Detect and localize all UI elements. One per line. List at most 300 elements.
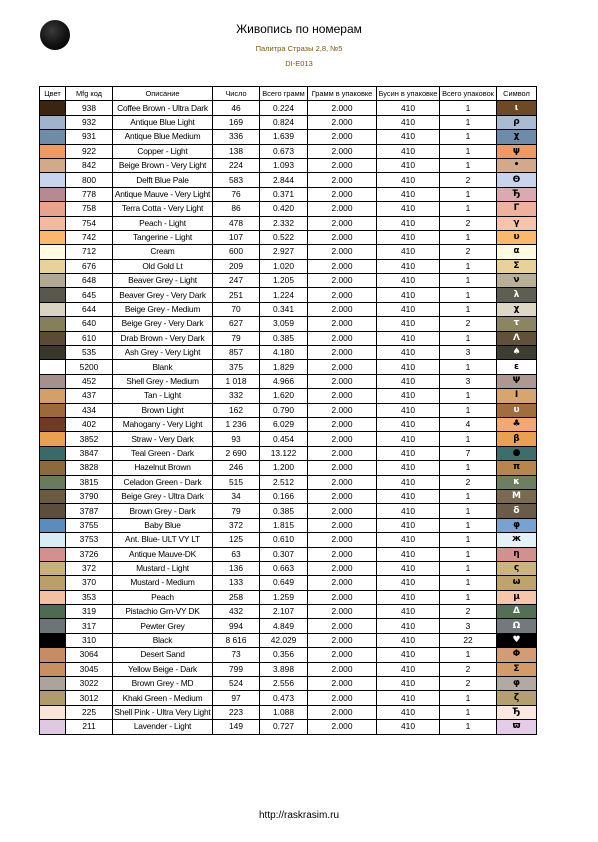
cell-grams-per-pack: 2.000 xyxy=(308,130,377,144)
cell-beads-per-pack: 410 xyxy=(377,259,440,273)
table-row xyxy=(40,720,537,734)
cell-total-grams: 2.107 xyxy=(260,605,308,619)
cell-count: 79 xyxy=(213,331,260,345)
cell-total-grams: 0.649 xyxy=(260,576,308,590)
cell-total-grams: 2.332 xyxy=(260,216,308,230)
cell-beads-per-pack: 410 xyxy=(377,677,440,691)
color-swatch xyxy=(40,130,66,144)
symbol-icon: ν xyxy=(497,274,537,288)
cell-beads-per-pack: 410 xyxy=(377,533,440,547)
cell-grams-per-pack: 2.000 xyxy=(308,691,377,705)
color-swatch xyxy=(40,288,66,302)
cell-mfg-code: 3847 xyxy=(66,446,113,460)
cell-total-grams: 1.259 xyxy=(260,590,308,604)
cell-grams-per-pack: 2.000 xyxy=(308,101,377,115)
cell-total-grams: 0.824 xyxy=(260,115,308,129)
cell-beads-per-pack: 410 xyxy=(377,662,440,676)
symbol-icon: Θ xyxy=(497,173,537,187)
cell-grams-per-pack: 2.000 xyxy=(308,590,377,604)
cell-count: 107 xyxy=(213,230,260,244)
cell-grams-per-pack: 2.000 xyxy=(308,720,377,734)
cell-total-grams: 1.224 xyxy=(260,288,308,302)
cell-total-grams: 0.385 xyxy=(260,331,308,345)
cell-total-grams: 1.620 xyxy=(260,389,308,403)
cell-grams-per-pack: 2.000 xyxy=(308,302,377,316)
cell-description: Shell Grey - Medium xyxy=(113,374,213,388)
table-row xyxy=(40,389,537,403)
cell-description: Shell Pink - Ultra Very Light xyxy=(113,705,213,719)
cell-count: 138 xyxy=(213,144,260,158)
cell-grams-per-pack: 2.000 xyxy=(308,417,377,431)
table-row xyxy=(40,691,537,705)
cell-total-grams: 0.473 xyxy=(260,691,308,705)
cell-mfg-code: 317 xyxy=(66,619,113,633)
cell-description: Peach xyxy=(113,590,213,604)
cell-count: 799 xyxy=(213,662,260,676)
cell-grams-per-pack: 2.000 xyxy=(308,403,377,417)
table-row xyxy=(40,475,537,489)
cell-description: Old Gold Lt xyxy=(113,259,213,273)
cell-mfg-code: 610 xyxy=(66,331,113,345)
table-header-row xyxy=(40,87,537,101)
symbol-icon: π xyxy=(497,461,537,475)
color-swatch xyxy=(40,230,66,244)
cell-mfg-code: 372 xyxy=(66,561,113,575)
cell-beads-per-pack: 410 xyxy=(377,158,440,172)
cell-beads-per-pack: 410 xyxy=(377,518,440,532)
cell-beads-per-pack: 410 xyxy=(377,504,440,518)
cell-description: Pewter Grey xyxy=(113,619,213,633)
cell-beads-per-pack: 410 xyxy=(377,561,440,575)
cell-count: 63 xyxy=(213,547,260,561)
table-row xyxy=(40,317,537,331)
cell-mfg-code: 353 xyxy=(66,590,113,604)
cell-beads-per-pack: 410 xyxy=(377,187,440,201)
cell-mfg-code: 645 xyxy=(66,288,113,302)
color-swatch xyxy=(40,475,66,489)
cell-total-packs: 1 xyxy=(440,561,497,575)
cell-total-grams: 3.898 xyxy=(260,662,308,676)
cell-total-packs: 1 xyxy=(440,504,497,518)
cell-mfg-code: 676 xyxy=(66,259,113,273)
cell-mfg-code: 800 xyxy=(66,173,113,187)
symbol-icon: ς xyxy=(497,561,537,575)
color-palette-table xyxy=(39,86,537,735)
symbol-icon: Ω xyxy=(497,619,537,633)
table-row xyxy=(40,130,537,144)
table-row xyxy=(40,158,537,172)
cell-total-packs: 1 xyxy=(440,389,497,403)
cell-description: Antique Mauve-DK xyxy=(113,547,213,561)
symbol-icon: ♣ xyxy=(497,417,537,431)
symbol-icon: υ xyxy=(497,230,537,244)
cell-total-packs: 1 xyxy=(440,403,497,417)
table-row xyxy=(40,346,537,360)
color-swatch xyxy=(40,691,66,705)
cell-description: Blank xyxy=(113,360,213,374)
cell-description: Straw - Very Dark xyxy=(113,432,213,446)
cell-beads-per-pack: 410 xyxy=(377,633,440,647)
table-row xyxy=(40,360,537,374)
table-row xyxy=(40,216,537,230)
cell-total-packs: 2 xyxy=(440,677,497,691)
table-row xyxy=(40,561,537,575)
cell-mfg-code: 452 xyxy=(66,374,113,388)
cell-count: 1 018 xyxy=(213,374,260,388)
cell-beads-per-pack: 410 xyxy=(377,705,440,719)
cell-beads-per-pack: 410 xyxy=(377,691,440,705)
cell-mfg-code: 310 xyxy=(66,633,113,647)
cell-beads-per-pack: 410 xyxy=(377,547,440,561)
cell-total-grams: 0.341 xyxy=(260,302,308,316)
cell-count: 209 xyxy=(213,259,260,273)
color-swatch xyxy=(40,605,66,619)
symbol-icon: η xyxy=(497,547,537,561)
cell-total-packs: 1 xyxy=(440,274,497,288)
table-row xyxy=(40,504,537,518)
table-row xyxy=(40,144,537,158)
cell-total-grams: 0.356 xyxy=(260,648,308,662)
cell-count: 73 xyxy=(213,648,260,662)
cell-description: Beige Grey - Medium xyxy=(113,302,213,316)
symbol-icon: λ xyxy=(497,288,537,302)
cell-beads-per-pack: 410 xyxy=(377,274,440,288)
cell-count: 125 xyxy=(213,533,260,547)
symbol-icon: ρ xyxy=(497,115,537,129)
cell-total-packs: 1 xyxy=(440,288,497,302)
table-row xyxy=(40,619,537,633)
cell-grams-per-pack: 2.000 xyxy=(308,274,377,288)
color-swatch xyxy=(40,302,66,316)
cell-mfg-code: 434 xyxy=(66,403,113,417)
cell-count: 2 690 xyxy=(213,446,260,460)
header-description: Описание xyxy=(113,87,213,101)
header-total-grams: Всего грамм xyxy=(260,87,308,101)
table-row xyxy=(40,489,537,503)
table-row xyxy=(40,374,537,388)
color-swatch xyxy=(40,346,66,360)
cell-beads-per-pack: 410 xyxy=(377,417,440,431)
cell-mfg-code: 3045 xyxy=(66,662,113,676)
cell-mfg-code: 938 xyxy=(66,101,113,115)
cell-total-packs: 1 xyxy=(440,705,497,719)
cell-count: 149 xyxy=(213,720,260,734)
cell-grams-per-pack: 2.000 xyxy=(308,648,377,662)
cell-beads-per-pack: 410 xyxy=(377,317,440,331)
cell-total-packs: 1 xyxy=(440,144,497,158)
cell-mfg-code: 211 xyxy=(66,720,113,734)
cell-beads-per-pack: 410 xyxy=(377,216,440,230)
cell-count: 372 xyxy=(213,518,260,532)
header-color: Цвет xyxy=(40,87,66,101)
table-row xyxy=(40,403,537,417)
cell-mfg-code: 3064 xyxy=(66,648,113,662)
cell-mfg-code: 3852 xyxy=(66,432,113,446)
cell-total-packs: 1 xyxy=(440,259,497,273)
cell-total-grams: 0.307 xyxy=(260,547,308,561)
table-row xyxy=(40,533,537,547)
cell-description: Ash Grey - Very Light xyxy=(113,346,213,360)
cell-total-packs: 1 xyxy=(440,302,497,316)
cell-count: 332 xyxy=(213,389,260,403)
cell-count: 627 xyxy=(213,317,260,331)
cell-grams-per-pack: 2.000 xyxy=(308,216,377,230)
cell-grams-per-pack: 2.000 xyxy=(308,115,377,129)
cell-mfg-code: 712 xyxy=(66,245,113,259)
table-row xyxy=(40,518,537,532)
symbol-icon: ι xyxy=(497,101,537,115)
cell-count: 133 xyxy=(213,576,260,590)
symbol-icon: δ xyxy=(497,504,537,518)
cell-description: Mustard - Medium xyxy=(113,576,213,590)
cell-description: Black xyxy=(113,633,213,647)
cell-beads-per-pack: 410 xyxy=(377,605,440,619)
header-mfg-code: Mfg код xyxy=(66,87,113,101)
cell-description: Peach - Light xyxy=(113,216,213,230)
table-row xyxy=(40,417,537,431)
cell-description: Mustard - Light xyxy=(113,561,213,575)
table-row xyxy=(40,705,537,719)
cell-description: Beaver Grey - Very Dark xyxy=(113,288,213,302)
symbol-icon: Φ xyxy=(497,648,537,662)
color-swatch xyxy=(40,432,66,446)
table-row xyxy=(40,302,537,316)
symbol-icon: ϖ xyxy=(497,720,537,734)
cell-beads-per-pack: 410 xyxy=(377,202,440,216)
symbol-icon: ω xyxy=(497,576,537,590)
cell-total-grams: 0.790 xyxy=(260,403,308,417)
cell-grams-per-pack: 2.000 xyxy=(308,331,377,345)
table-row xyxy=(40,648,537,662)
cell-grams-per-pack: 2.000 xyxy=(308,561,377,575)
cell-grams-per-pack: 2.000 xyxy=(308,230,377,244)
cell-count: 8 616 xyxy=(213,633,260,647)
cell-description: Brown Grey - MD xyxy=(113,677,213,691)
cell-mfg-code: 370 xyxy=(66,576,113,590)
table-row xyxy=(40,288,537,302)
color-swatch xyxy=(40,461,66,475)
table-row xyxy=(40,662,537,676)
cell-beads-per-pack: 410 xyxy=(377,130,440,144)
table-row xyxy=(40,173,537,187)
cell-total-packs: 1 xyxy=(440,461,497,475)
cell-grams-per-pack: 2.000 xyxy=(308,202,377,216)
table-row xyxy=(40,461,537,475)
cell-mfg-code: 922 xyxy=(66,144,113,158)
cell-description: Lavender - Light xyxy=(113,720,213,734)
color-swatch xyxy=(40,677,66,691)
cell-grams-per-pack: 2.000 xyxy=(308,245,377,259)
cell-total-packs: 1 xyxy=(440,533,497,547)
cell-beads-per-pack: 410 xyxy=(377,346,440,360)
cell-total-packs: 2 xyxy=(440,245,497,259)
color-swatch xyxy=(40,662,66,676)
cell-count: 247 xyxy=(213,274,260,288)
cell-description: Hazelnut Brown xyxy=(113,461,213,475)
symbol-icon: Γ xyxy=(497,202,537,216)
cell-count: 994 xyxy=(213,619,260,633)
cell-total-grams: 4.180 xyxy=(260,346,308,360)
cell-description: Mahogany - Very Light xyxy=(113,417,213,431)
cell-total-grams: 1.639 xyxy=(260,130,308,144)
symbol-icon: Σ xyxy=(497,662,537,676)
cell-description: Cream xyxy=(113,245,213,259)
cell-beads-per-pack: 410 xyxy=(377,302,440,316)
cell-total-packs: 1 xyxy=(440,101,497,115)
cell-mfg-code: 3726 xyxy=(66,547,113,561)
cell-total-grams: 2.512 xyxy=(260,475,308,489)
cell-beads-per-pack: 410 xyxy=(377,619,440,633)
cell-grams-per-pack: 2.000 xyxy=(308,374,377,388)
table-row xyxy=(40,576,537,590)
cell-grams-per-pack: 2.000 xyxy=(308,360,377,374)
cell-beads-per-pack: 410 xyxy=(377,432,440,446)
table-row xyxy=(40,633,537,647)
cell-total-packs: 1 xyxy=(440,489,497,503)
cell-grams-per-pack: 2.000 xyxy=(308,533,377,547)
symbol-icon: χ xyxy=(497,302,537,316)
table-row xyxy=(40,230,537,244)
cell-total-grams: 0.727 xyxy=(260,720,308,734)
cell-beads-per-pack: 410 xyxy=(377,245,440,259)
cell-description: Drab Brown - Very Dark xyxy=(113,331,213,345)
color-swatch xyxy=(40,705,66,719)
cell-description: Baby Blue xyxy=(113,518,213,532)
header-beads-per-pack: Бусин в упаковке xyxy=(377,87,440,101)
cell-total-packs: 3 xyxy=(440,346,497,360)
color-swatch xyxy=(40,619,66,633)
cell-description: Tangerine - Light xyxy=(113,230,213,244)
color-swatch xyxy=(40,590,66,604)
cell-total-grams: 0.166 xyxy=(260,489,308,503)
table-row xyxy=(40,245,537,259)
header-count: Число xyxy=(213,87,260,101)
symbol-icon: • xyxy=(497,158,537,172)
cell-count: 251 xyxy=(213,288,260,302)
cell-beads-per-pack: 410 xyxy=(377,648,440,662)
cell-grams-per-pack: 2.000 xyxy=(308,489,377,503)
header-symbol: Символ xyxy=(497,87,537,101)
cell-count: 86 xyxy=(213,202,260,216)
color-swatch xyxy=(40,720,66,734)
cell-description: Desert Sand xyxy=(113,648,213,662)
symbol-icon: Ι xyxy=(497,389,537,403)
cell-total-packs: 2 xyxy=(440,605,497,619)
color-swatch xyxy=(40,187,66,201)
cell-mfg-code: 778 xyxy=(66,187,113,201)
table-row xyxy=(40,187,537,201)
cell-beads-per-pack: 410 xyxy=(377,331,440,345)
cell-beads-per-pack: 410 xyxy=(377,101,440,115)
table-row xyxy=(40,274,537,288)
cell-total-packs: 2 xyxy=(440,173,497,187)
cell-total-grams: 1.829 xyxy=(260,360,308,374)
cell-grams-per-pack: 2.000 xyxy=(308,346,377,360)
color-swatch xyxy=(40,158,66,172)
color-swatch xyxy=(40,331,66,345)
cell-total-grams: 0.454 xyxy=(260,432,308,446)
cell-total-grams: 2.844 xyxy=(260,173,308,187)
color-swatch xyxy=(40,547,66,561)
cell-total-grams: 0.673 xyxy=(260,144,308,158)
color-swatch xyxy=(40,216,66,230)
cell-total-packs: 2 xyxy=(440,216,497,230)
cell-mfg-code: 3815 xyxy=(66,475,113,489)
symbol-icon: ● xyxy=(497,446,537,460)
cell-mfg-code: 3753 xyxy=(66,533,113,547)
cell-description: Brown Light xyxy=(113,403,213,417)
cell-grams-per-pack: 2.000 xyxy=(308,187,377,201)
cell-beads-per-pack: 410 xyxy=(377,173,440,187)
cell-mfg-code: 754 xyxy=(66,216,113,230)
symbol-icon: β xyxy=(497,432,537,446)
symbol-icon: ♠ xyxy=(497,346,537,360)
cell-total-grams: 0.371 xyxy=(260,187,308,201)
cell-total-packs: 1 xyxy=(440,331,497,345)
cell-count: 478 xyxy=(213,216,260,230)
cell-description: Brown Grey - Dark xyxy=(113,504,213,518)
cell-grams-per-pack: 2.000 xyxy=(308,662,377,676)
cell-total-grams: 4.849 xyxy=(260,619,308,633)
cell-total-grams: 2.927 xyxy=(260,245,308,259)
cell-mfg-code: 758 xyxy=(66,202,113,216)
cell-grams-per-pack: 2.000 xyxy=(308,432,377,446)
palette-subtitle: Палитра Стразы 2,8, №5 xyxy=(255,44,343,53)
color-swatch xyxy=(40,633,66,647)
symbol-icon: ψ xyxy=(497,144,537,158)
cell-description: Delft Blue Pale xyxy=(113,173,213,187)
symbol-icon: φ xyxy=(497,677,537,691)
cell-description: Coffee Brown - Ultra Dark xyxy=(113,101,213,115)
color-swatch xyxy=(40,518,66,532)
cell-mfg-code: 3787 xyxy=(66,504,113,518)
cell-description: Beaver Grey - Light xyxy=(113,274,213,288)
symbol-icon: Σ xyxy=(497,259,537,273)
cell-total-grams: 13.122 xyxy=(260,446,308,460)
cell-count: 70 xyxy=(213,302,260,316)
cell-total-grams: 1.088 xyxy=(260,705,308,719)
symbol-icon: Μ xyxy=(497,489,537,503)
cell-beads-per-pack: 410 xyxy=(377,461,440,475)
cell-total-grams: 0.610 xyxy=(260,533,308,547)
color-swatch xyxy=(40,576,66,590)
cell-count: 169 xyxy=(213,115,260,129)
cell-grams-per-pack: 2.000 xyxy=(308,705,377,719)
cell-grams-per-pack: 2.000 xyxy=(308,288,377,302)
color-swatch xyxy=(40,202,66,216)
cell-total-grams: 1.205 xyxy=(260,274,308,288)
cell-description: Yellow Beige - Dark xyxy=(113,662,213,676)
cell-grams-per-pack: 2.000 xyxy=(308,144,377,158)
cell-total-packs: 3 xyxy=(440,374,497,388)
cell-grams-per-pack: 2.000 xyxy=(308,633,377,647)
header-grams-per-pack: Грамм в упаковке xyxy=(308,87,377,101)
cell-mfg-code: 437 xyxy=(66,389,113,403)
cell-mfg-code: 5200 xyxy=(66,360,113,374)
symbol-icon: Ђ xyxy=(497,705,537,719)
cell-total-packs: 7 xyxy=(440,446,497,460)
cell-beads-per-pack: 410 xyxy=(377,446,440,460)
cell-total-grams: 0.224 xyxy=(260,101,308,115)
cell-total-packs: 2 xyxy=(440,475,497,489)
cell-beads-per-pack: 410 xyxy=(377,489,440,503)
cell-total-packs: 1 xyxy=(440,202,497,216)
cell-total-packs: 1 xyxy=(440,115,497,129)
cell-total-packs: 1 xyxy=(440,576,497,590)
color-swatch xyxy=(40,561,66,575)
cell-beads-per-pack: 410 xyxy=(377,720,440,734)
cell-count: 375 xyxy=(213,360,260,374)
